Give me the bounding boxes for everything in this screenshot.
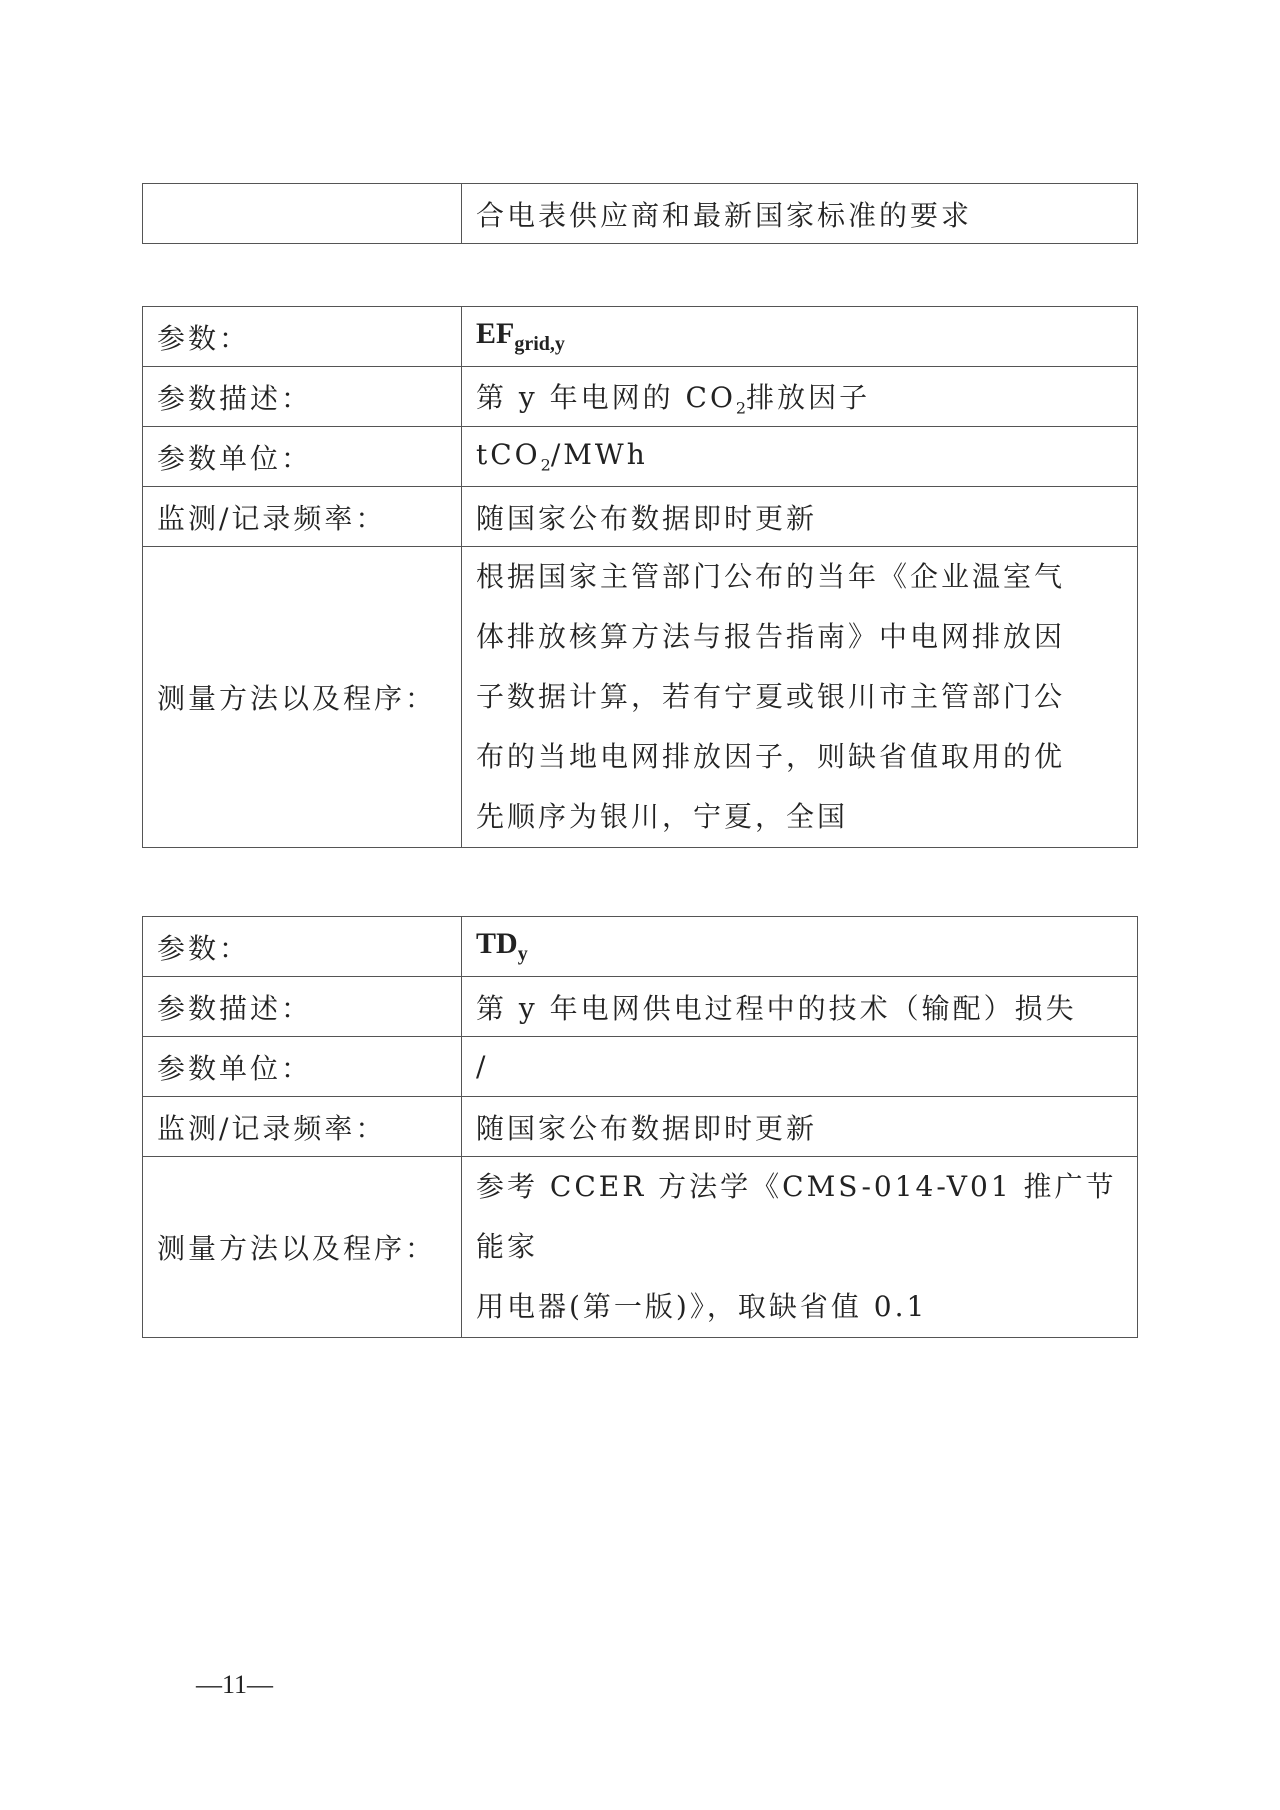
table-row <box>143 1037 1138 1097</box>
desc-label: 参数描述： <box>143 977 462 1037</box>
freq-label: 监测/记录频率： <box>143 1097 462 1157</box>
param-table-ef-grid <box>142 306 1138 848</box>
method-line: 参考 CCER 方法学《CMS-014-V01 推广节能家 <box>476 1170 1117 1263</box>
freq-label: 监测/记录频率： <box>143 487 462 547</box>
desc-value: 第 y 年电网供电过程中的技术（输配）损失 <box>462 977 1138 1037</box>
desc-value <box>462 367 1138 427</box>
freq-value: 随国家公布数据即时更新 <box>462 1097 1138 1157</box>
param-table-td <box>142 916 1138 1338</box>
desc-sub: 2 <box>735 398 747 418</box>
table-row <box>143 547 1138 848</box>
method-label: 测量方法以及程序： <box>143 547 462 848</box>
param-label: 参数： <box>143 307 462 367</box>
method-line: 体排放核算方法与报告指南》中电网排放因 <box>476 620 1066 653</box>
param-symbol-base: EF <box>476 317 515 350</box>
unit-value <box>462 427 1138 487</box>
table-row <box>143 1097 1138 1157</box>
unit-label: 参数单位： <box>143 427 462 487</box>
method-line: 子数据计算，若有宁夏或银川市主管部门公 <box>476 680 1066 713</box>
param-symbol <box>462 307 1138 367</box>
table-row <box>143 977 1138 1037</box>
method-line: 根据国家主管部门公布的当年《企业温室气 <box>476 560 1066 593</box>
method-value <box>462 1157 1138 1338</box>
continuation-text: 合电表供应商和最新国家标准的要求 <box>462 184 1138 244</box>
desc-pre: 第 y 年电网的 CO <box>476 380 736 414</box>
method-line: 先顺序为银川，宁夏，全国 <box>476 800 849 833</box>
desc-label: 参数描述： <box>143 367 462 427</box>
unit-pre: tCO <box>476 438 541 472</box>
unit-label: 参数单位： <box>143 1037 462 1097</box>
method-line: 布的当地电网排放因子，则缺省值取用的优 <box>476 740 1066 773</box>
table-row <box>143 367 1138 427</box>
unit-value: / <box>462 1037 1138 1097</box>
table-row <box>143 1157 1138 1338</box>
method-line: 用电器(第一版)》，取缺省值 0.1 <box>476 1290 928 1323</box>
desc-post: 排放因子 <box>746 380 871 414</box>
param-label: 参数： <box>143 917 462 977</box>
unit-post: /MWh <box>550 438 648 472</box>
table-row <box>143 184 1138 244</box>
method-value <box>462 547 1138 848</box>
table-row <box>143 917 1138 977</box>
empty-label-cell <box>143 184 462 244</box>
continuation-table <box>142 183 1138 244</box>
param-symbol-sub: grid,y <box>514 333 565 355</box>
table-row <box>143 427 1138 487</box>
table-row <box>143 487 1138 547</box>
freq-value: 随国家公布数据即时更新 <box>462 487 1138 547</box>
unit-sub: 2 <box>540 455 551 475</box>
page-number: —11— <box>196 1670 274 1699</box>
param-symbol <box>462 917 1138 977</box>
param-symbol-sub: y <box>517 943 528 965</box>
table-row <box>143 307 1138 367</box>
method-label: 测量方法以及程序： <box>143 1157 462 1338</box>
param-symbol-base: TD <box>476 927 518 960</box>
